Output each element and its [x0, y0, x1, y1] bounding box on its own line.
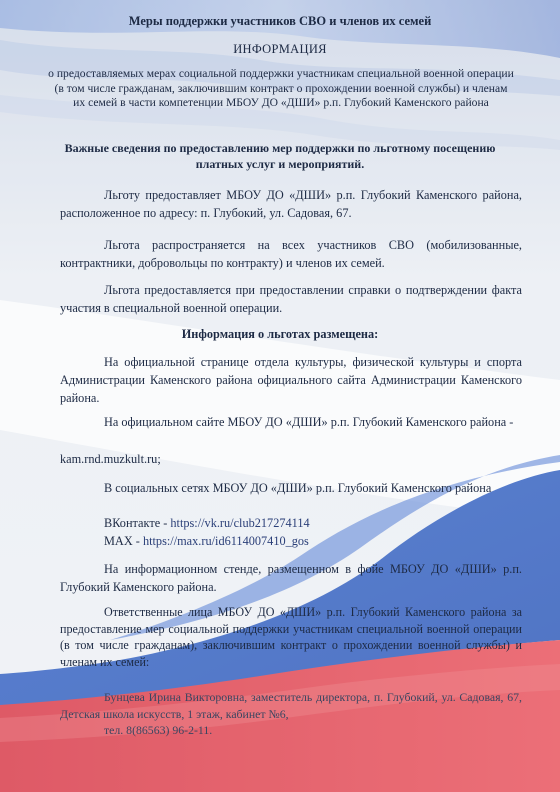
paragraph-scope: Льгота распространяется на всех участников СВО (мобилизованные, контрактники, добровольцы по контракту) и членов их семей.: [60, 238, 522, 270]
placement-social-intro: В социальных сетях МБОУ ДО «ДШИ» р.п. Глубокий Каменского района: [104, 481, 492, 495]
document-title: Меры поддержки участников СВО и членов их семей: [128, 14, 432, 28]
responsible-persons: Ответственные лица МБОУ ДО «ДШИ» р.п. Глубокий Каменского района за предоставление мер социальной поддержки участникам специальной военной операции (в том числе гражданам), заключившим контракт о прохождении военной службы) и членам их семей:: [60, 605, 522, 669]
vk-label: ВКонтакте -: [104, 516, 171, 530]
contact-person: Бунцева Ирина Викторовна, заместитель директора, п. Глубокий, ул. Садовая, 67, Детская школа искусств, 1 этаж, кабинет №6,: [60, 690, 522, 721]
vk-row: [104, 514, 310, 532]
contact-phone: тел. 8(86563) 96-2-11.: [104, 723, 213, 737]
paragraph-provider: Льготу предоставляет МБОУ ДО «ДШИ» р.п. Глубокий Каменского района, расположенное по адресу: п. Глубокий, ул. Садовая, 67.: [60, 188, 522, 220]
placement-official-page: На официальной странице отдела культуры, физической культуры и спорта Администрации Каменского района официального сайта Администрации Каменского района.: [60, 355, 522, 405]
school-site-url: kam.rnd.muzkult.ru;: [60, 452, 161, 466]
placement-school-site: На официальном сайте МБОУ ДО «ДШИ» р.п. Глубокий Каменского района -: [104, 415, 514, 429]
important-heading: Важные сведения по предоставлению мер поддержки по льготному посещению платных услуг и мероприятий.: [64, 141, 496, 171]
placement-stand: На информационном стенде, размещенном в фойе МБОУ ДО «ДШИ» р.п. Глубокий Каменского района.: [60, 562, 522, 594]
max-row: [104, 532, 310, 550]
max-label: MAX -: [104, 534, 143, 548]
document-subtitle: ИНФОРМАЦИЯ: [233, 42, 327, 56]
paragraph-condition: Льгота предоставляется при предоставлении справки о подтверждении факта участия в специальной военной операции.: [60, 283, 522, 315]
contact-block: [60, 689, 522, 739]
max-link[interactable]: https://max.ru/id6114007410_gos: [142, 534, 309, 548]
social-links: [104, 514, 310, 550]
placement-heading: Информация о льготах размещена:: [181, 327, 379, 341]
vk-link[interactable]: https://vk.ru/club217274114: [170, 516, 310, 530]
document-intro: о предоставляемых мерах социальной поддержки участникам специальной военной операции (в том числе гражданам, заключившим контракт о прохождении военной службы) и членам их семей в части компетенции МБОУ ДО «ДШИ» р.п. Глубокий Каменского района: [48, 67, 514, 109]
